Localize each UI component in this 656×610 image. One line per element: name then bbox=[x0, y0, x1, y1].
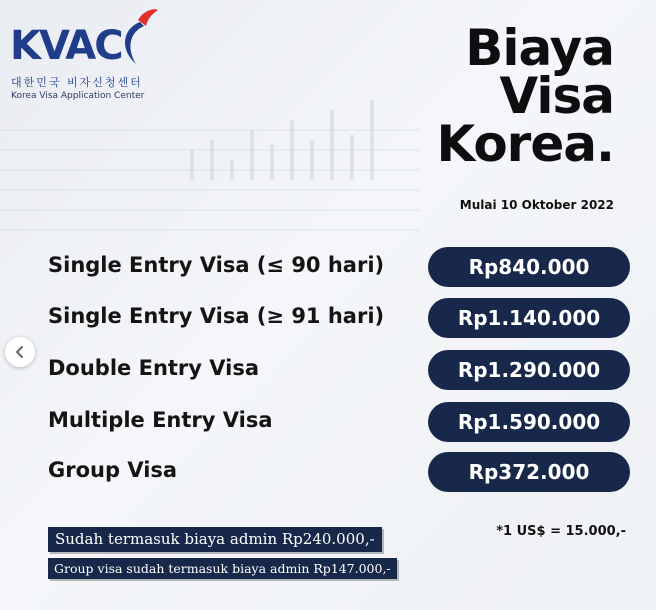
group-admin-fee-note: Group visa sudah termasuk biaya admin Rp147.000,- bbox=[48, 558, 397, 579]
visa-type-label: Single Entry Visa (≥ 91 hari) bbox=[48, 304, 385, 328]
visa-type-label: Multiple Entry Visa bbox=[48, 408, 273, 432]
price-row-double-entry bbox=[48, 350, 632, 392]
price-badge: Rp1.140.000 bbox=[428, 298, 630, 338]
logo-text: KVAC bbox=[10, 23, 122, 69]
logo-english-text: Korea Visa Application Center bbox=[11, 91, 145, 101]
price-row-single-entry-91 bbox=[48, 298, 632, 340]
kvac-logo bbox=[10, 8, 160, 108]
visa-type-label: Single Entry Visa (≤ 90 hari) bbox=[48, 253, 385, 277]
price-badge: Rp840.000 bbox=[428, 247, 630, 287]
exchange-rate: *1 US$ = 15.000,- bbox=[496, 524, 626, 539]
previous-slide-button[interactable] bbox=[5, 337, 35, 367]
visa-type-label: Group Visa bbox=[48, 458, 178, 482]
chevron-left-icon bbox=[13, 345, 27, 359]
price-row-single-entry-90 bbox=[48, 247, 632, 289]
title-line-1: Biaya bbox=[465, 19, 614, 77]
admin-fee-note: Sudah termasuk biaya admin Rp240.000,- bbox=[48, 527, 382, 552]
visa-type-label: Double Entry Visa bbox=[48, 356, 260, 380]
page-title bbox=[436, 19, 614, 173]
price-badge: Rp1.590.000 bbox=[428, 402, 630, 442]
logo-swoosh-icon bbox=[114, 8, 160, 68]
title-line-3: Korea. bbox=[436, 115, 614, 173]
title-line-2: Visa bbox=[499, 67, 614, 125]
effective-date: Mulai 10 Oktober 2022 bbox=[459, 198, 614, 212]
price-row-group-visa bbox=[48, 452, 632, 494]
price-row-multiple-entry bbox=[48, 402, 632, 444]
price-badge: Rp1.290.000 bbox=[428, 350, 630, 390]
price-badge: Rp372.000 bbox=[428, 452, 630, 492]
logo-korean-text: 대한민국 비자신청센터 bbox=[11, 76, 143, 89]
